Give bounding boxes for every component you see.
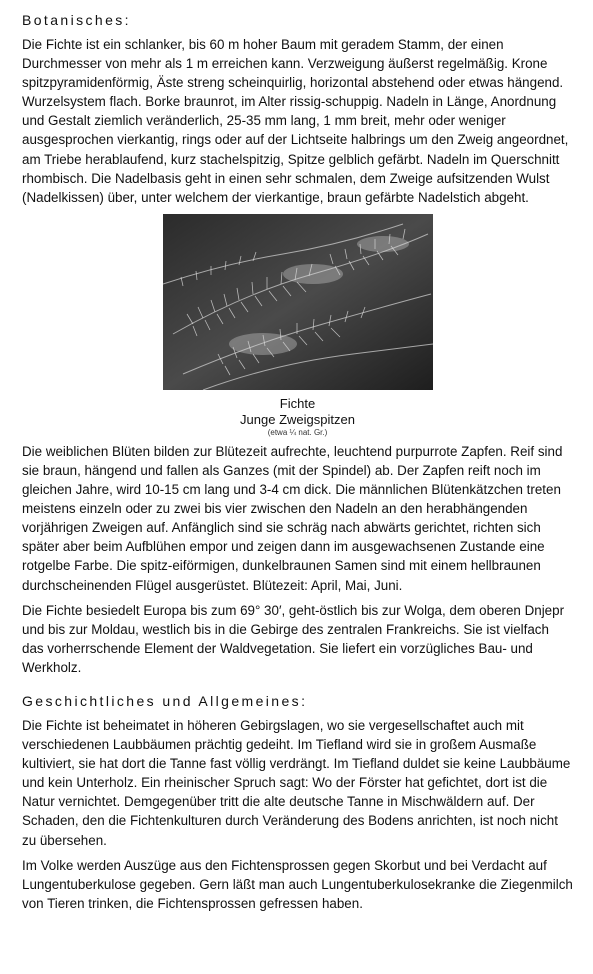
paragraph-history: Die Fichte ist beheimatet in höheren Gebirgslagen, wo sie vergesellschaftet auch mit verschiedenen Laubbäumen prächtig gedeiht. Im Tiefland wird sie in großem Ausmaße kultiviert, sie hat dort die Tanne fast völlig verdrängt. Im Tiefland duldet sie keine Laubbäume und kein Unterholz. Ein rheinischer Spruch sagt: Wo der Förster hat gefichtet, dort ist die Natur vernichtet. Demgegenüber tritt die alte deutsche Tanne in Mischwäldern auf. Der Schaden, den die Fichtenkulturen durch Veränderung des Bodens anrichten, ist noch nicht zu übersehen. xyxy=(22,717,571,848)
spruce-branch-photo xyxy=(163,214,433,390)
spruce-photo-illustration xyxy=(163,214,433,390)
paragraph-flowers: Die weiblichen Blüten bilden zur Blütezeit aufrechte, leuchtend purpurrote Zapfen. Reif sind sie braun, hängend und fallen als Ganzes (mit der Spindel) ab. Der Zapfen reift noch im gleichen Jahre, wird 10-15 cm lang und 3-4 cm dick. Die männlichen Blütenkätzchen treten meistens einzeln oder zu zwei bis vier zwischen den Nadeln an den herabhängenden vorjährigen Zweigen auf. Anfänglich sind sie schräg nach abwärts gerichtet, richten sich später aber beim Aufblühen empor und zeigen dann im ausgewachsenen Zustande eine rotgelbe Farbe. Die spitz-eiförmigen, dunkelbraunen Samen sind mit einem hellbraunen durchscheinenden Flügel ausgerüstet. Blütezeit: April, Mai, Juni. xyxy=(22,443,563,593)
document-content xyxy=(22,10,573,919)
paragraph-folk-use: Im Volke werden Auszüge aus den Fichtensprossen gegen Skorbut und bei Verdacht auf Lungentuberkulose gegeben. Gern läßt man auch Lungentuberkulosekranke die Ziegenmilch von Tieren trinken, die Fichtensprossen gefressen haben. xyxy=(22,857,573,911)
figure-caption-subtitle: Junge Zweigspitzen xyxy=(240,411,355,427)
section-heading-botanisches: Botanisches: xyxy=(22,12,131,28)
figure-scale-note: (etwa ¼ nat. Gr.) xyxy=(267,427,328,437)
paragraph-distribution: Die Fichte besiedelt Europa bis zum 69° 30′, geht-östlich bis zur Wolga, dem oberen Dnjepr und bis zur Moldau, westlich bis in die Gebirge des zentralen Frankreichs. Sie ist vielfach das vorherrschende Element der Waldvegetation. Sie liefert ein vorzügliches Bau- und Werkholz. xyxy=(22,602,565,675)
section-heading-geschichtliches: Geschichtliches und Allgemeines: xyxy=(22,692,308,709)
paragraph-description: Die Fichte ist ein schlanker, bis 60 m hoher Baum mit geradem Stamm, der einen Durchmesser von mehr als 1 m erreichen kann. Verzweigung äußerst regelmäßig. Krone spitzpyramidenförmig, Äste streng scheinquirlig, horizontal abstehend oder etwas hängend. Wurzelsystem flach. Borke braunrot, im Alter rissig-schuppig. Nadeln in Länge, Anordnung und Gestalt ziemlich veränderlich, 25-35 mm lang, 1 mm breit, mehr oder weniger ausgesprochen vierkantig, rings oder auf der Lichtseite halbrings um den Zweig angeordnet, am Triebe herablaufend, kurz stachelspitzig, Spitze gelblich gefärbt. Nadeln im Querschnitt rhombisch. Die Nadelbasis geht in einen sehr schmalen, dem Zweige aufsitzenden Wulst (Nadelkissen) über, unter welchem der vierkantige, braun gefärbte Nadelstich abgeht. xyxy=(22,37,569,205)
figure-caption-title: Fichte xyxy=(279,395,316,411)
figure xyxy=(22,214,573,438)
